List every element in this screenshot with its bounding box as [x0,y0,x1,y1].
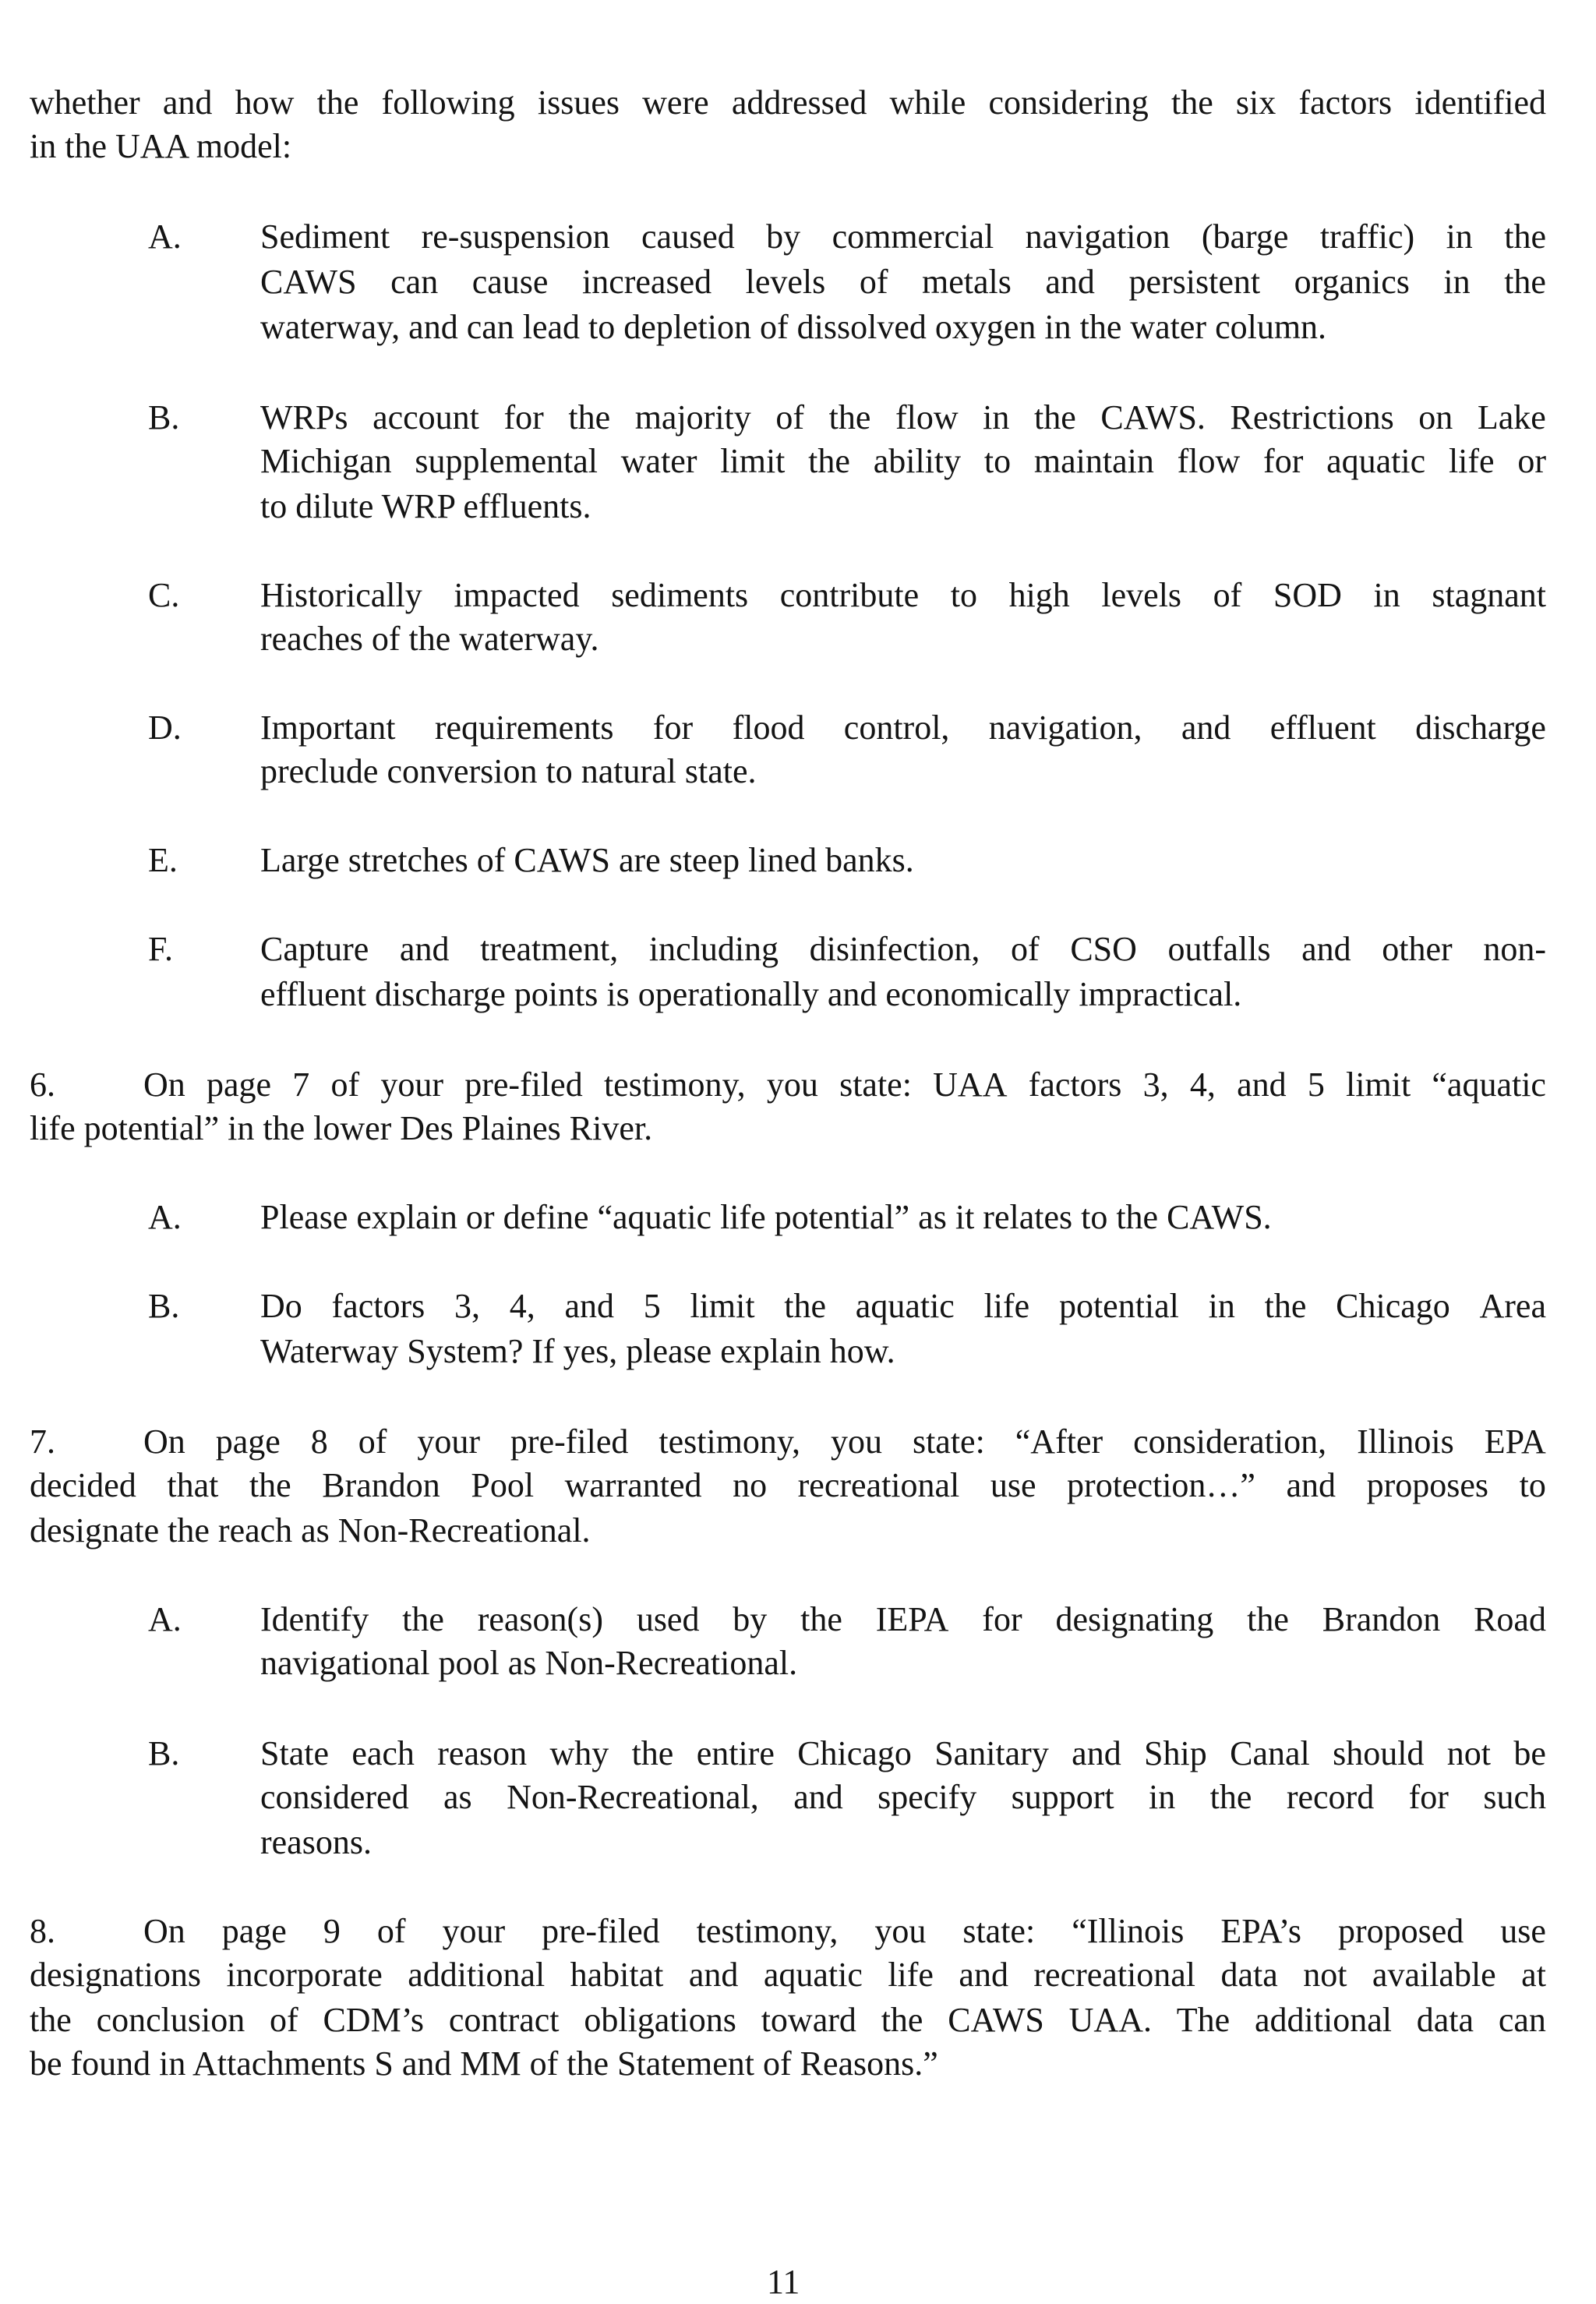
issue-f-line-1: Capture and treatment, including disinfection, of CSO outfalls and other non- [260,930,1546,968]
intro-line-1: whether and how the following issues were addressed while considering the six factors identified [30,83,1546,122]
issue-b-line-1: WRPs account for the majority of the flow in the CAWS. Restrictions on Lake [260,398,1546,436]
intro-line-2: in the UAA model: [30,127,292,165]
issue-c-line-2: reaches of the waterway. [260,620,599,658]
question-7-line-1: On page 8 of your pre-filed testimony, you state: “After consideration, Illinois EPA [143,1422,1546,1461]
question-6-line-2: life potential” in the lower Des Plaines River. [30,1109,653,1147]
question-7b-line-1: State each reason why the entire Chicago Sanitary and Ship Canal should not be [260,1734,1546,1772]
issue-e-line-1: Large stretches of CAWS are steep lined banks. [260,841,914,879]
issue-b-line-2: Michigan supplemental water limit the ability to maintain flow for aquatic life or [260,442,1546,480]
issue-b-line-3: to dilute WRP effluents. [260,487,591,525]
question-6a-line-1: Please explain or define “aquatic life potential” as it relates to the CAWS. [260,1198,1272,1236]
question-7a-line-1: Identify the reason(s) used by the IEPA for designating the Brandon Road [260,1600,1546,1638]
question-6b-line-1: Do factors 3, 4, and 5 limit the aquatic life potential in the Chicago Area [260,1287,1546,1325]
question-8-line-1: On page 9 of your pre-filed testimony, you state: “Illinois EPA’s proposed use [143,1912,1546,1950]
question-7b-line-2: considered as Non-Recreational, and specify support in the record for such [260,1778,1546,1816]
question-6b-line-2: Waterway System? If yes, please explain how. [260,1332,895,1370]
question-6b-marker: B. [148,1287,180,1325]
issue-a-marker: A. [148,217,182,256]
issue-b-marker: B. [148,398,180,436]
question-8-number: 8. [30,1912,55,1950]
question-8-line-2: designations incorporate additional habitat and aquatic life and recreational data not available at [30,1956,1546,1994]
question-7-number: 7. [30,1422,55,1461]
issue-f-marker: F. [148,930,173,968]
question-7a-marker: A. [148,1600,182,1638]
issue-c-marker: C. [148,576,180,614]
issue-d-line-1: Important requirements for flood control, navigation, and effluent discharge [260,709,1546,747]
question-7-line-2: decided that the Brandon Pool warranted no recreational use protection…” and proposes to [30,1466,1546,1504]
question-6a-marker: A. [148,1198,182,1236]
issue-a-line-2: CAWS can cause increased levels of metals and persistent organics in the [260,263,1546,301]
issue-a-line-3: waterway, and can lead to depletion of dissolved oxygen in the water column. [260,308,1327,346]
question-8-line-3: the conclusion of CDM’s contract obligations toward the CAWS UAA. The additional data can [30,2001,1546,2039]
issue-a-line-1: Sediment re-suspension caused by commercial navigation (barge traffic) in the [260,217,1546,256]
page-number: 11 [767,2263,800,2301]
issue-f-line-2: effluent discharge points is operationally and economically impractical. [260,975,1242,1013]
issue-d-line-2: preclude conversion to natural state. [260,752,757,790]
question-8-line-4: be found in Attachments S and MM of the Statement of Reasons.” [30,2044,938,2083]
question-7b-marker: B. [148,1734,180,1772]
issue-c-line-1: Historically impacted sediments contribute to high levels of SOD in stagnant [260,576,1546,614]
question-7b-line-3: reasons. [260,1823,372,1861]
question-7a-line-2: navigational pool as Non-Recreational. [260,1644,798,1682]
issue-d-marker: D. [148,709,182,747]
question-7-line-3: designate the reach as Non-Recreational. [30,1511,591,1550]
question-6-line-1: On page 7 of your pre-filed testimony, you state: UAA factors 3, 4, and 5 limit “aquatic [143,1065,1546,1104]
issue-e-marker: E. [148,841,178,879]
question-6-number: 6. [30,1065,55,1104]
